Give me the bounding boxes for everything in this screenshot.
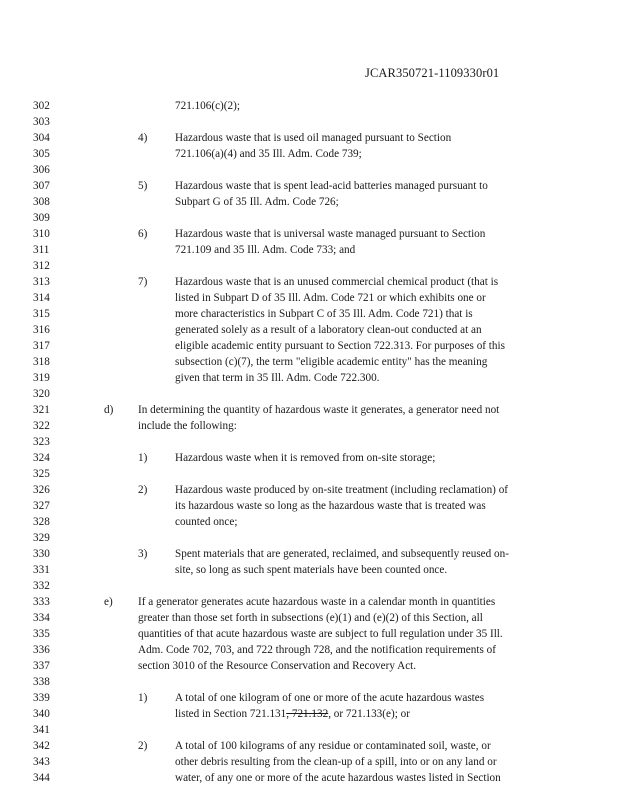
line-number: 344 xyxy=(33,772,50,784)
continued-text: 721.106(c)(2); xyxy=(175,100,240,112)
item-text: generated solely as a result of a laboratory clean-out conducted at an xyxy=(175,324,482,336)
line-number: 321 xyxy=(33,404,50,416)
item-text: A total of 100 kilograms of any residue or contaminated soil, waste, or xyxy=(175,740,491,752)
section-label: e) xyxy=(104,596,113,608)
line-number: 339 xyxy=(33,692,50,704)
item-text: Hazardous waste that is spent lead-acid batteries managed pursuant to xyxy=(175,180,488,192)
item-text: eligible academic entity pursuant to Section 722.313. For purposes of this xyxy=(175,340,505,352)
line-number: 327 xyxy=(33,500,50,512)
item-text: site, so long as such spent materials have been counted once. xyxy=(175,564,448,576)
item-label: 7) xyxy=(138,276,148,288)
line-number: 319 xyxy=(33,372,50,384)
item-text: more characteristics in Subpart C of 35 Ill. Adm. Code 721) that is xyxy=(175,308,473,320)
line-number: 314 xyxy=(33,292,50,304)
line-number: 302 xyxy=(33,100,50,112)
item-label: 5) xyxy=(138,180,148,192)
section-text: quantities of that acute hazardous waste are subject to full regulation under 35 Ill. xyxy=(138,628,503,640)
item-text: 721.106(a)(4) and 35 Ill. Adm. Code 739; xyxy=(175,148,362,160)
line-number: 309 xyxy=(33,212,50,224)
item-label: 2) xyxy=(138,484,148,496)
line-number: 307 xyxy=(33,180,50,192)
item-text: other debris resulting from the clean-up of a spill, into or on any land or xyxy=(175,756,497,768)
item-label: 4) xyxy=(138,132,148,144)
section-text: section 3010 of the Resource Conservation and Recovery Act. xyxy=(138,660,417,672)
item-text: listed in Subpart D of 35 Ill. Adm. Code 721 or which exhibits one or xyxy=(175,292,486,304)
line-number: 340 xyxy=(33,708,50,720)
line-number: 331 xyxy=(33,564,50,576)
item-text: Hazardous waste that is an unused commercial chemical product (that is xyxy=(175,276,499,288)
line-number: 311 xyxy=(33,244,50,256)
line-number: 316 xyxy=(33,324,50,336)
line-number: 341 xyxy=(33,724,50,736)
item-label: 1) xyxy=(138,452,148,464)
line-number: 313 xyxy=(33,276,50,288)
item-text: Spent materials that are generated, reclaimed, and subsequently reused on- xyxy=(175,548,509,560)
item-text: A total of one kilogram of one or more of the acute hazardous wastes xyxy=(175,692,485,704)
item-text: Hazardous waste produced by on-site treatment (including reclamation) of xyxy=(175,484,509,496)
item-text: Hazardous waste that is used oil managed pursuant to Section xyxy=(175,132,452,144)
section-text: In determining the quantity of hazardous waste it generates, a generator need not xyxy=(138,404,500,416)
line-number: 317 xyxy=(33,340,50,352)
item-label: 1) xyxy=(138,692,148,704)
line-number: 330 xyxy=(33,548,50,560)
item-text: counted once; xyxy=(175,516,238,528)
line-number: 306 xyxy=(33,164,50,176)
item-text-with-strikeout xyxy=(175,708,410,720)
struck-text: , 721.132 xyxy=(286,708,329,720)
line-number: 323 xyxy=(33,436,50,448)
line-number: 329 xyxy=(33,532,50,544)
line-number: 318 xyxy=(33,356,50,368)
item-text: water, of any one or more of the acute hazardous wastes listed in Section xyxy=(175,772,501,784)
item-text: subsection (c)(7), the term "eligible academic entity" has the meaning xyxy=(175,356,488,368)
line-number: 325 xyxy=(33,468,50,480)
section-text: Adm. Code 702, 703, and 722 through 728, and the notification requirements of xyxy=(138,644,496,656)
line-number: 320 xyxy=(33,388,50,400)
line-number: 304 xyxy=(33,132,50,144)
line-number: 338 xyxy=(33,676,50,688)
item-label: 2) xyxy=(138,740,148,752)
line-number: 335 xyxy=(33,628,50,640)
line-number: 322 xyxy=(33,420,50,432)
item-text: 721.109 and 35 Ill. Adm. Code 733; and xyxy=(175,244,356,256)
item-text: given that term in 35 Ill. Adm. Code 722.300. xyxy=(175,372,380,384)
line-number: 336 xyxy=(33,644,50,656)
line-number: 308 xyxy=(33,196,50,208)
page-header-doc-id: JCAR350721-1109330r01 xyxy=(365,66,500,80)
line-number: 303 xyxy=(33,116,50,128)
line-number: 305 xyxy=(33,148,50,160)
section-label: d) xyxy=(104,404,114,416)
item-text: , or 721.133(e); or xyxy=(328,708,410,720)
line-number: 315 xyxy=(33,308,50,320)
section-text: greater than those set forth in subsections (e)(1) and (e)(2) of this Section, all xyxy=(138,612,483,624)
line-number: 326 xyxy=(33,484,50,496)
item-label: 6) xyxy=(138,228,148,240)
item-text: listed in Section 721.131 xyxy=(175,708,287,720)
line-number: 310 xyxy=(33,228,50,240)
line-number: 328 xyxy=(33,516,50,528)
line-number: 332 xyxy=(33,580,50,592)
line-number: 333 xyxy=(33,596,50,608)
line-number: 312 xyxy=(33,260,50,272)
item-text: Hazardous waste that is universal waste managed pursuant to Section xyxy=(175,228,486,240)
item-text: its hazardous waste so long as the hazardous waste that is treated was xyxy=(175,500,486,512)
section-text: include the following: xyxy=(138,420,237,432)
item-text: Hazardous waste when it is removed from on-site storage; xyxy=(175,452,436,464)
line-number: 343 xyxy=(33,756,50,768)
line-number: 324 xyxy=(33,452,50,464)
item-text: Subpart G of 35 Ill. Adm. Code 726; xyxy=(175,196,339,208)
section-text: If a generator generates acute hazardous waste in a calendar month in quantities xyxy=(138,596,496,608)
line-number: 334 xyxy=(33,612,50,624)
line-number: 337 xyxy=(33,660,50,672)
item-label: 3) xyxy=(138,548,148,560)
line-number: 342 xyxy=(33,740,50,752)
